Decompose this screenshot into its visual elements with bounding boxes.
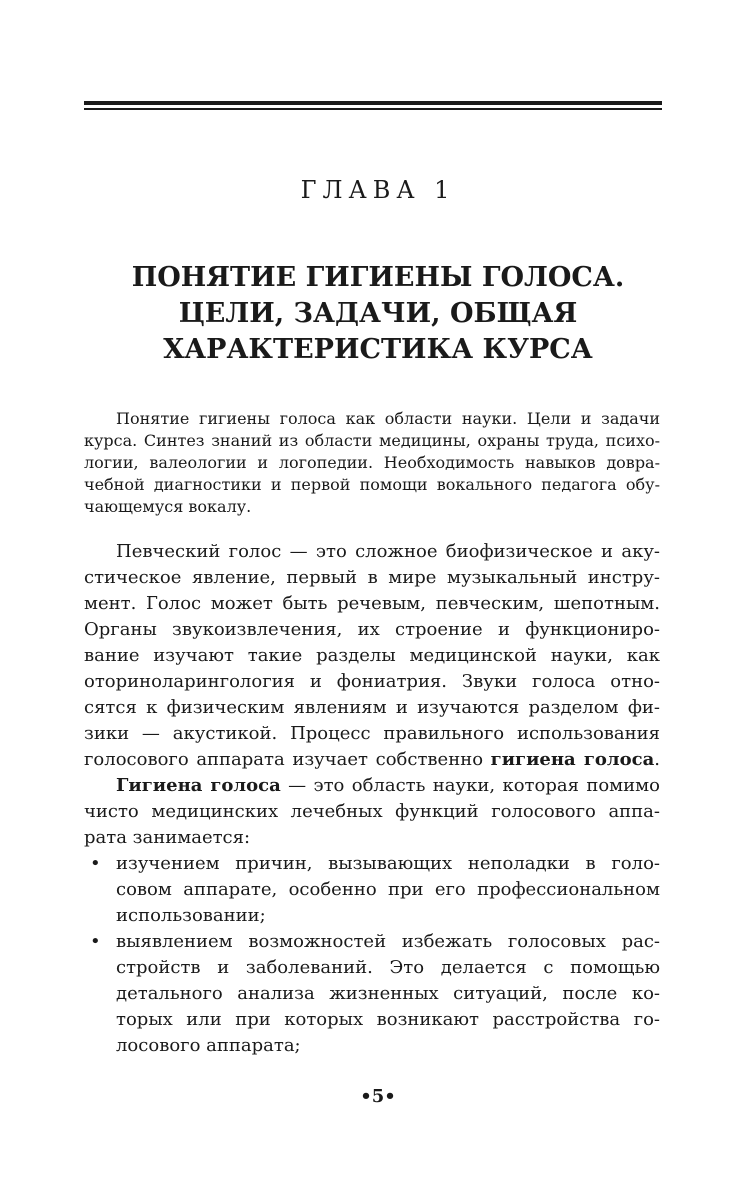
abstract-line: Понятие гигиены голоса как области науки. Цели и задачи <box>116 409 660 428</box>
abstract-line: чающемуся вокалу. <box>84 497 252 516</box>
paragraph-line: Певческий голос — это сложное биофизическое и аку- <box>116 541 660 562</box>
bullet-icon: • <box>90 853 101 874</box>
bullet-item <box>90 929 660 955</box>
paragraph-text: — это область науки, которая помимо <box>280 775 660 796</box>
bullet-line: использовании; <box>116 905 266 926</box>
paragraph-line: рата занимается: <box>84 827 251 848</box>
chapter-abstract <box>84 408 660 518</box>
page-number: •5• <box>360 1086 396 1107</box>
bullet-text: выявлением возможностей избежать голосовых рас- <box>116 931 660 952</box>
paragraph-line: чисто медицинских лечебных функций голосового аппа- <box>84 801 660 822</box>
abstract-line: курса. Синтез знаний из области медицины, охраны труда, психо- <box>84 431 660 450</box>
bullet-line: стройств и заболеваний. Это делается с помощью <box>116 957 660 978</box>
bullet-line: лосового аппарата; <box>116 1035 301 1056</box>
abstract-line: чебной диагностики и первой помощи вокального педагога обу- <box>84 475 660 494</box>
paragraph-line: мент. Голос может быть речевым, певческим, шепотным. <box>84 593 660 614</box>
paragraph-line <box>116 773 660 799</box>
chapter-label: ГЛАВА 1 <box>300 176 456 204</box>
bullet-item <box>90 851 660 877</box>
chapter-title-line: ЦЕЛИ, ЗАДАЧИ, ОБЩАЯ <box>178 298 578 329</box>
header-rule-thick <box>84 101 662 105</box>
bullet-line: совом аппарате, особенно при его профессиональном <box>116 879 660 900</box>
bullet-line: торых или при которых возникают расстройства го- <box>116 1009 660 1030</box>
chapter-title <box>0 260 756 368</box>
paragraph-line <box>84 747 660 773</box>
term-bold: гигиена голоса <box>490 749 655 770</box>
bullet-icon: • <box>90 931 101 952</box>
paragraph-line: Органы звукоизвлечения, их строение и функциониро- <box>84 619 660 640</box>
paragraph-line: вание изучают такие разделы медицинской науки, как <box>84 645 660 666</box>
paragraph-line: стическое явление, первый в мире музыкальный инстру- <box>84 567 660 588</box>
header-rule-thin <box>84 108 662 110</box>
abstract-line: логии, валеологии и логопедии. Необходимость навыков довра- <box>84 453 660 472</box>
paragraph-text: . <box>654 749 660 770</box>
chapter-title-line: ПОНЯТИЕ ГИГИЕНЫ ГОЛОСА. <box>131 262 625 293</box>
body-text <box>84 539 660 1059</box>
bullet-line: детального анализа жизненных ситуаций, после ко- <box>116 983 660 1004</box>
paragraph-text: голосового аппарата изучает собственно <box>84 749 491 770</box>
bullet-text: изучением причин, вызывающих неполадки в голо- <box>116 853 660 874</box>
term-bold: Гигиена голоса <box>116 775 281 796</box>
paragraph-line: зики — акустикой. Процесс правильного использования <box>84 723 660 744</box>
paragraph-line: сятся к физическим явлениям и изучаются разделом фи- <box>84 697 660 718</box>
chapter-title-line: ХАРАКТЕРИСТИКА КУРСА <box>163 334 593 365</box>
paragraph-line: оториноларингология и фониатрия. Звуки голоса отно- <box>84 671 660 692</box>
